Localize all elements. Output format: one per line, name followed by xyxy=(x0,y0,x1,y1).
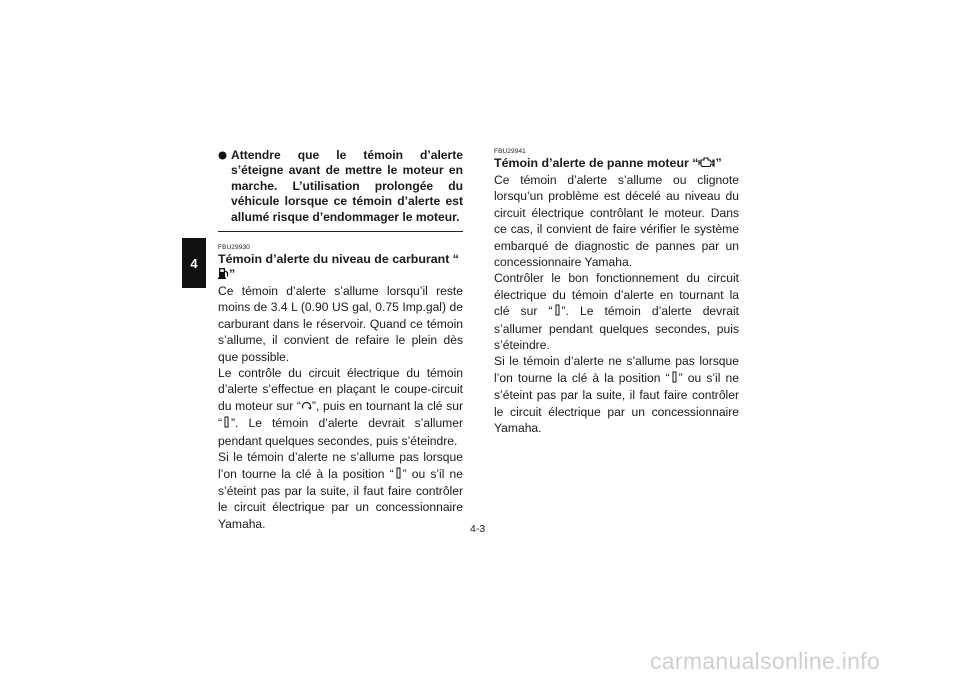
paragraph-3 xyxy=(218,449,463,532)
paragraph-3-part-b: ” ou s’il ne s’éteint pas par la suite, il faut faire contrôler le circuit électrique par un concessionnaire Yamaha. xyxy=(218,466,463,531)
heading-quote: ” xyxy=(715,156,722,170)
section-code: FBU29941 xyxy=(494,148,526,155)
warning-note xyxy=(218,148,463,225)
fuel-pump-icon xyxy=(218,267,229,283)
section-heading xyxy=(494,156,739,172)
heading-text: Témoin d’alerte du niveau de carburant “ xyxy=(218,252,459,267)
heading-text: Témoin d’alerte de panne moteur “ xyxy=(494,156,699,170)
divider xyxy=(218,231,463,232)
paragraph-3 xyxy=(494,353,739,436)
paragraph-1: Ce témoin d’alerte s’allume lorsqu’il reste moins de 3.4 L (0.90 US gal, 0.75 Imp.gal) de carburant dans le réservoir. Quand ce témoin s’allume, il convient de refaire le plein dès que possible. xyxy=(218,284,463,364)
paragraph-2-part-a: Le contrôle du circuit électrique du témoin d’alerte s’effectue en plaçant le coupe-circuit du moteur sur “ xyxy=(218,366,463,413)
right-column xyxy=(494,148,739,437)
bullet-icon xyxy=(218,148,231,225)
paragraph-2 xyxy=(494,270,739,353)
key-on-icon xyxy=(670,371,679,387)
paragraph-2-part-a: Contrôler le bon fonctionnement du circuit électrique du témoin d’alerte en tournant la clé sur “ xyxy=(494,271,739,319)
key-on-icon xyxy=(394,467,403,483)
heading-quote: ” xyxy=(229,267,236,282)
paragraph-2-part-c: ”. Le témoin d’alerte devrait s’allumer pendant quelques secondes, puis s’éteindre. xyxy=(218,416,463,448)
paragraph-1: Ce témoin d’alerte s’allume ou clignote lorsqu’un problème est décelé au niveau du circuit électrique contrôlant le moteur. Dans ce cas, il convient de faire vérifier le système embarqué de diagnostic de pannes par un concessionnaire Yamaha. xyxy=(494,173,739,270)
engine-stop-run-icon xyxy=(301,399,312,415)
paragraph-3-part-a: Si le témoin d’alerte ne s’allume pas lorsque l’on tourne la clé à la position “ xyxy=(494,354,739,385)
paragraph-2 xyxy=(218,365,463,449)
key-on-icon xyxy=(553,304,562,320)
paragraph-2-part-b: ”. Le témoin d’alerte devrait s’allumer pendant quelques secondes, puis s’éteindre. xyxy=(494,304,740,353)
section-code: FBU29930 xyxy=(218,244,250,252)
warning-text: Attendre que le témoin d’alerte s’éteigne avant de mettre le moteur en marche. L’utilisation prolongée du véhicule lorsque ce témoin d’alerte est allumé risque d’endommager le moteur. xyxy=(231,148,463,224)
paragraph-3-part-b: ” ou s’il ne s’éteint pas par la suite, il faut faire contrôler le circuit électrique par un concessionnaire Yamaha. xyxy=(494,370,739,436)
engine-icon xyxy=(698,157,715,172)
left-column xyxy=(218,148,463,532)
chapter-tab: 4 xyxy=(182,238,206,288)
page-number: 4-3 xyxy=(470,523,486,535)
watermark: carmanualsonline.info xyxy=(650,648,881,674)
section-heading xyxy=(218,252,463,283)
paragraph-2-part-b: ”, puis en tournant la clé sur “ xyxy=(218,398,463,431)
paragraph-3-part-a: Si le témoin d’alerte ne s’allume pas lorsque l’on tourne la clé à la position “ xyxy=(218,450,463,481)
key-on-icon xyxy=(222,416,231,432)
